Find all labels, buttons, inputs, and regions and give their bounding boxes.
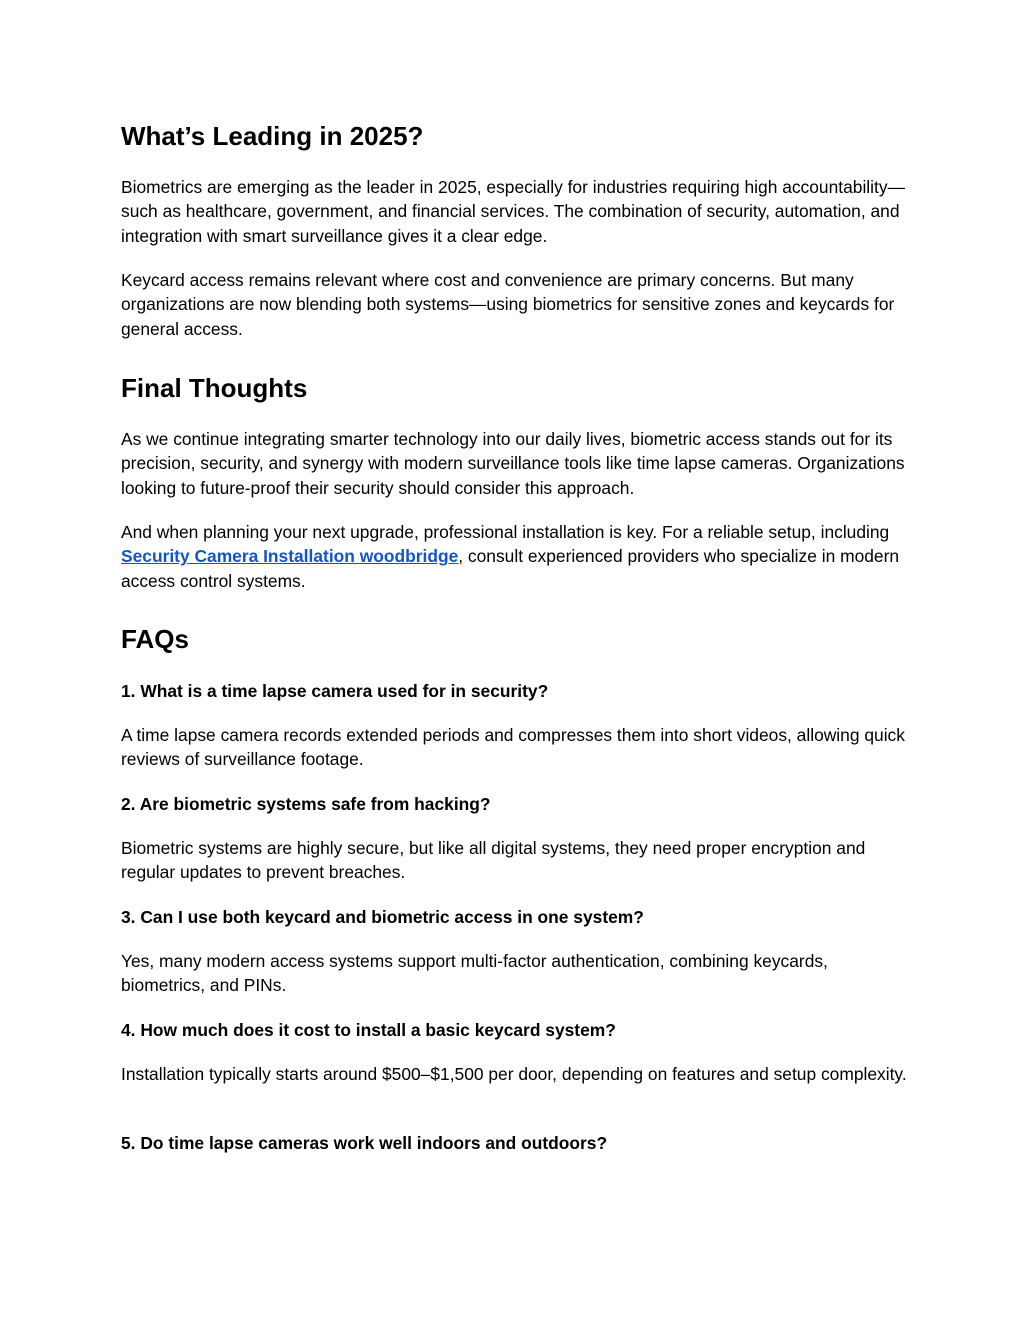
faq-question-1: 1. What is a time lapse camera used for in security? bbox=[121, 681, 549, 701]
faq-question-2: 2. Are biometric systems safe from hacking? bbox=[121, 794, 491, 814]
final-paragraph-2-before: And when planning your next upgrade, professional installation is key. For a reliable setup, including bbox=[121, 522, 890, 542]
final-paragraph-2 bbox=[121, 520, 911, 593]
heading-faqs: FAQs bbox=[121, 624, 189, 654]
faq-answer-2: Biometric systems are highly secure, but like all digital systems, they need proper encryption and regular updates to prevent breaches. bbox=[121, 838, 866, 883]
faq-question-4: 4. How much does it cost to install a basic keycard system? bbox=[121, 1020, 616, 1040]
faq-question-3: 3. Can I use both keycard and biometric access in one system? bbox=[121, 907, 644, 927]
heading-final-thoughts: Final Thoughts bbox=[121, 373, 308, 403]
final-paragraph-2-after: , consult experienced providers who specialize in modern access control systems. bbox=[121, 546, 900, 591]
leading-paragraph-2: Keycard access remains relevant where cost and convenience are primary concerns. But many organizations are now blending both systems—using biometrics for sensitive zones and keycards for general access. bbox=[121, 270, 895, 339]
faq-question-5: 5. Do time lapse cameras work well indoors and outdoors? bbox=[121, 1133, 608, 1153]
leading-paragraph-1: Biometrics are emerging as the leader in 2025, especially for industries requiring high accountability—such as healthcare, government, and financial services. The combination of security, automation, and integration with smart surveillance gives it a clear edge. bbox=[121, 177, 905, 246]
heading-whats-leading: What’s Leading in 2025? bbox=[121, 121, 424, 151]
security-camera-installation-link[interactable]: Security Camera Installation woodbridge bbox=[121, 546, 459, 567]
final-paragraph-1: As we continue integrating smarter technology into our daily lives, biometric access stands out for its precision, security, and synergy with modern surveillance tools like time lapse cameras. Organizations looking to future-proof their security should consider this approach. bbox=[121, 429, 905, 498]
faq-answer-3: Yes, many modern access systems support multi-factor authentication, combining keycards, biometrics, and PINs. bbox=[121, 951, 828, 996]
faq-answer-4: Installation typically starts around $500–$1,500 per door, depending on features and setup complexity. bbox=[121, 1064, 907, 1084]
faq-answer-1: A time lapse camera records extended periods and compresses them into short videos, allowing quick reviews of surveillance footage. bbox=[121, 725, 905, 770]
